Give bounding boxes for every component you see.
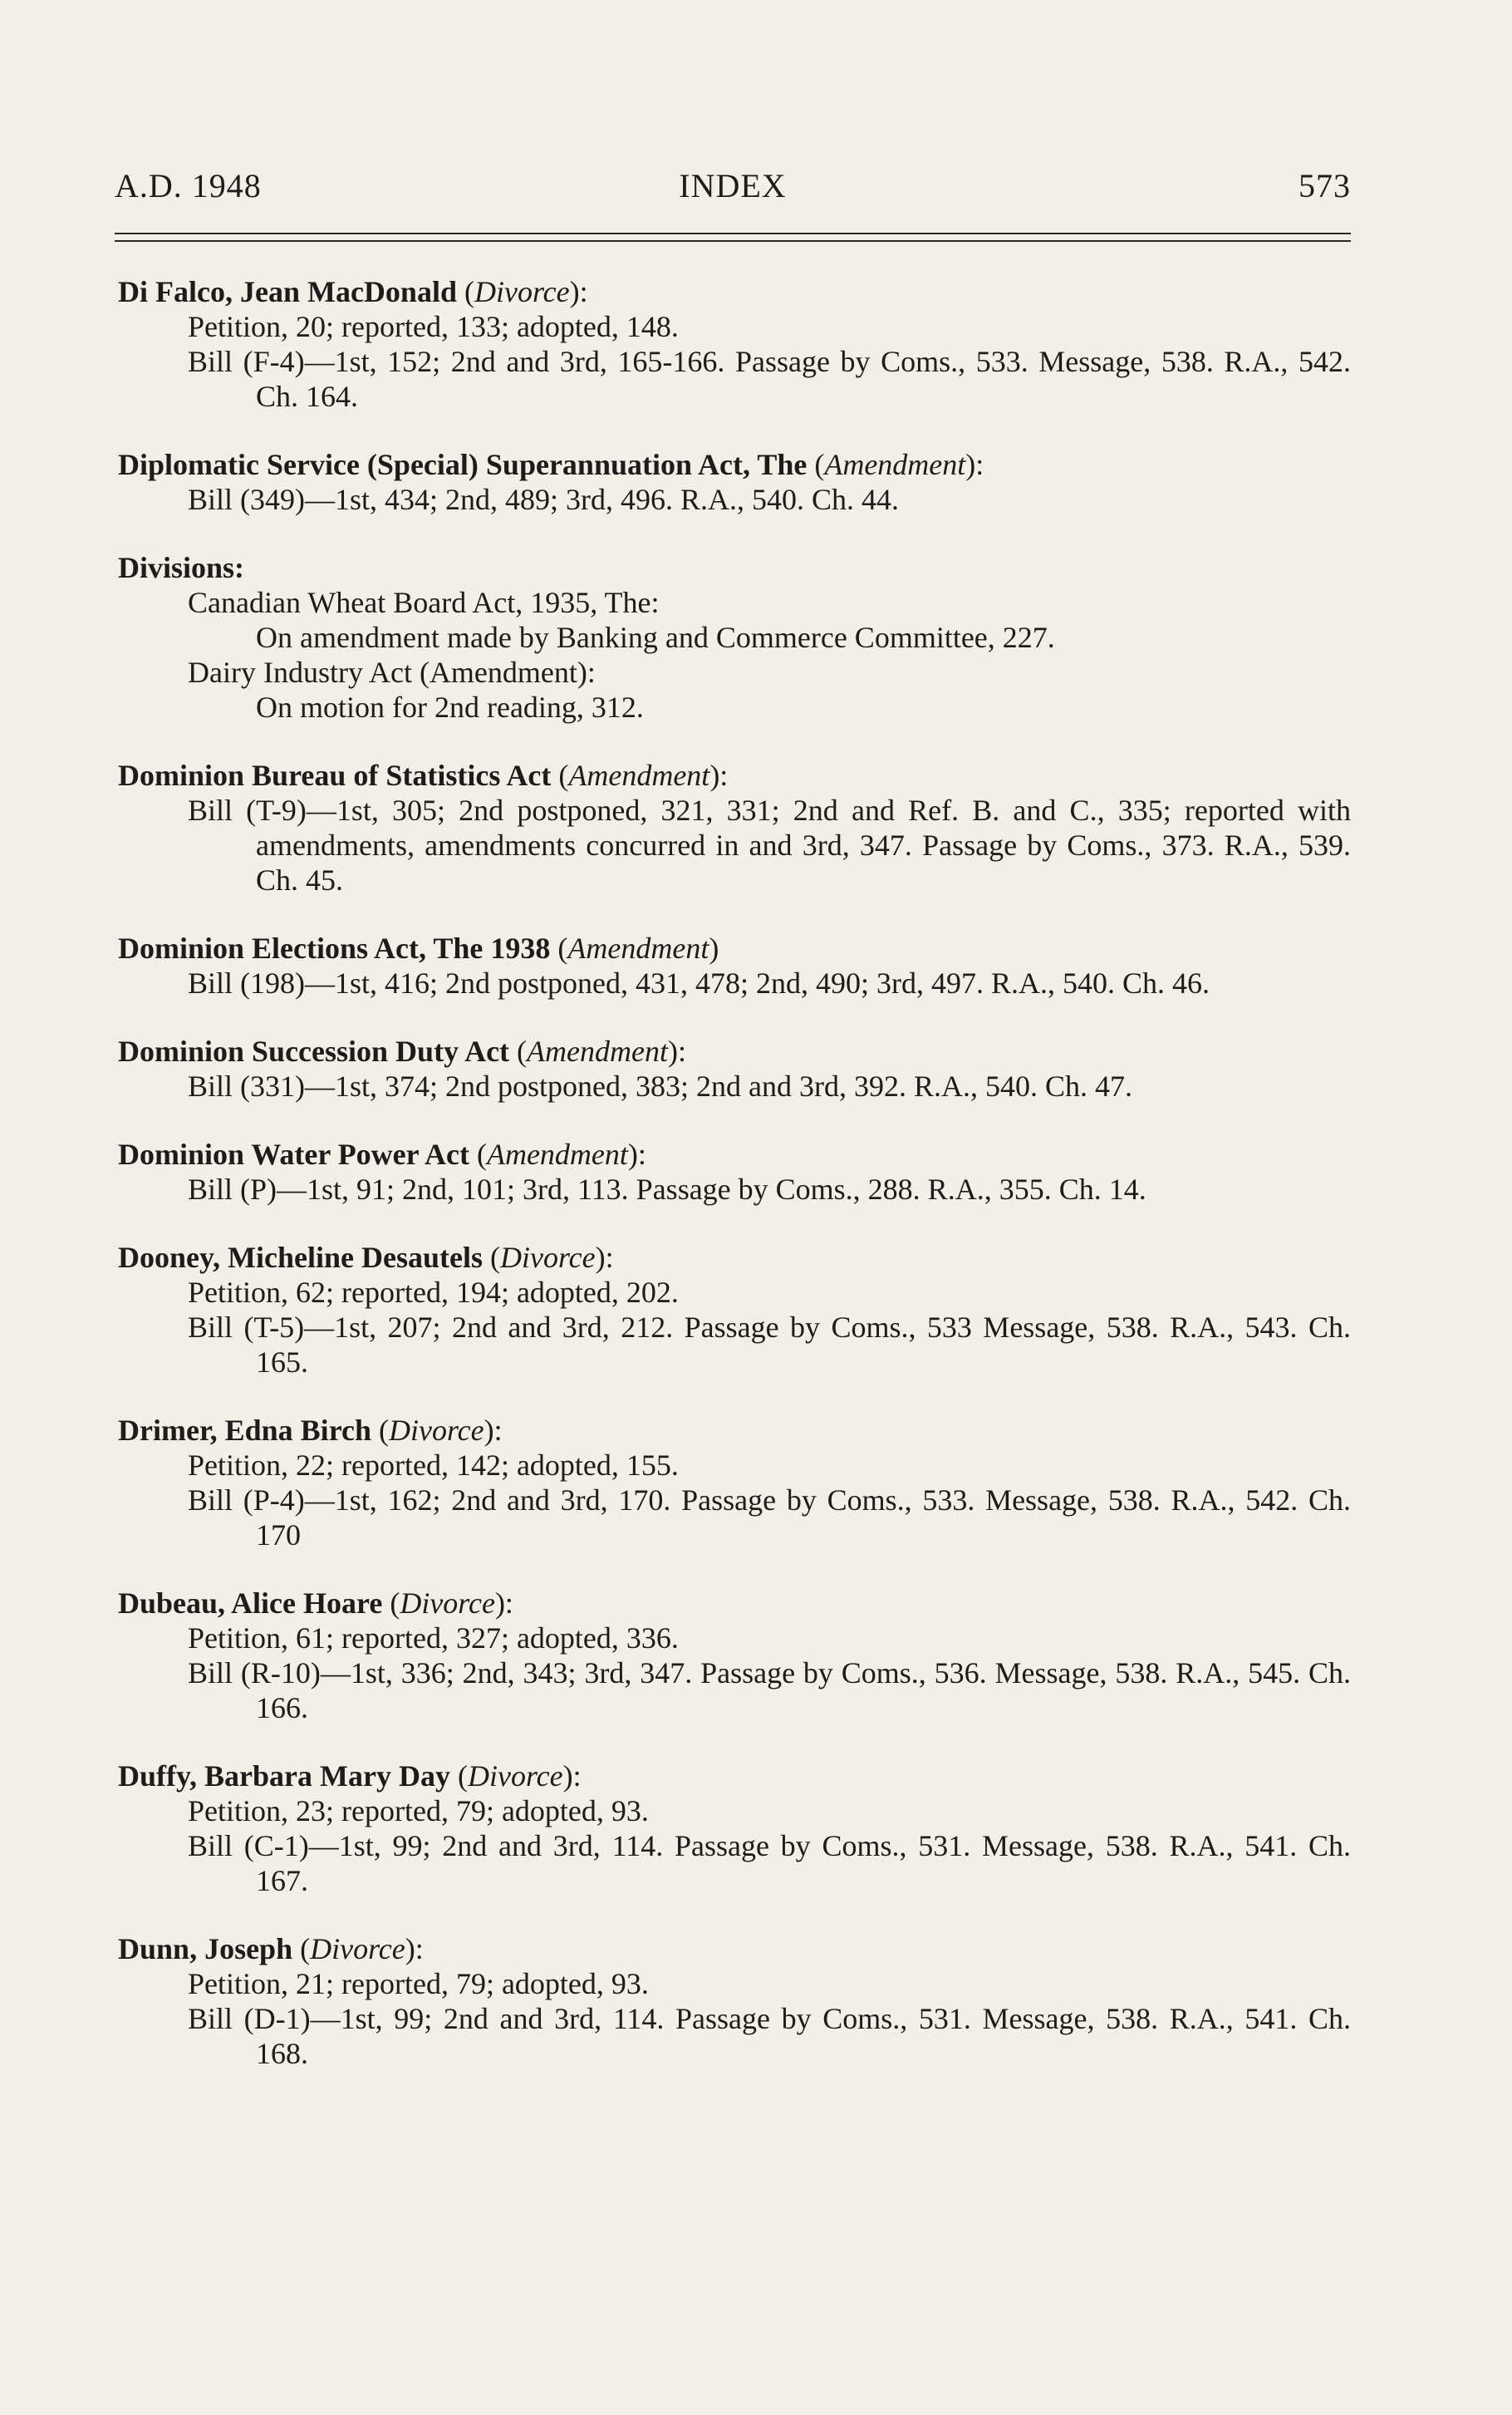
entry-qualifier: Divorce	[474, 275, 570, 308]
entry-name: Duffy, Barbara Mary Day	[118, 1759, 450, 1793]
entry-name: Divisions:	[118, 551, 245, 584]
entry-heading	[118, 550, 1351, 585]
index-entry	[118, 1137, 1351, 1207]
entry-name: Dominion Water Power Act	[118, 1138, 469, 1171]
index-entry	[118, 447, 1351, 517]
qualifier-close: ):	[627, 1138, 646, 1171]
qualifier-close: ):	[709, 759, 729, 792]
entry-name: Dubeau, Alice Hoare	[118, 1586, 383, 1620]
qualifier-close: )	[709, 932, 719, 965]
index-entry	[118, 550, 1351, 725]
index-content	[118, 274, 1351, 2104]
entry-line: Bill (349)—1st, 434; 2nd, 489; 3rd, 496. R.A., 540. Ch. 44.	[188, 483, 900, 516]
entry-heading	[118, 447, 1351, 482]
page-number: 573	[1298, 167, 1351, 204]
entry-name: Di Falco, Jean MacDonald	[118, 275, 457, 308]
index-entry	[118, 1413, 1351, 1552]
entry-heading	[118, 931, 1351, 966]
index-entry	[118, 931, 1351, 1001]
sub-title: Canadian Wheat Board Act, 1935, The:	[188, 586, 660, 619]
qualifier-close: ):	[965, 448, 984, 481]
entry-line: Petition, 61; reported, 327; adopted, 336.	[188, 1621, 679, 1655]
qualifier-close: ):	[569, 275, 588, 308]
entry-line: Bill (T-9)—1st, 305; 2nd postponed, 321, 331; 2nd and Ref. B. and C., 335; reported with amendments, amendments concurred in and 3rd, 347. Passage by Coms., 373. R.A., 539. Ch. 45.	[188, 794, 1351, 897]
qualifier-open: (	[807, 448, 825, 481]
entry-qualifier: Amendment	[527, 1035, 668, 1068]
index-entry	[118, 758, 1351, 898]
qualifier-open: (	[371, 1414, 390, 1447]
entry-qualifier: Divorce	[467, 1759, 563, 1793]
entry-line: Bill (198)—1st, 416; 2nd postponed, 431, 478; 2nd, 490; 3rd, 497. R.A., 540. Ch. 46.	[188, 966, 1210, 1000]
entry-line: Bill (P-4)—1st, 162; 2nd and 3rd, 170. Passage by Coms., 533. Message, 538. R.A., 542. Ch. 170	[188, 1483, 1351, 1552]
qualifier-close: ):	[494, 1586, 513, 1620]
header-rule-top	[115, 233, 1351, 234]
header-year: A.D. 1948	[115, 167, 262, 204]
entry-line: Petition, 20; reported, 133; adopted, 148.	[188, 310, 679, 343]
entry-qualifier: Amendment	[568, 759, 710, 792]
entry-heading	[118, 758, 1351, 793]
qualifier-close: ):	[405, 1932, 424, 1965]
entry-qualifier: Amendment	[567, 932, 709, 965]
index-entry	[118, 1034, 1351, 1104]
entry-line: Bill (F-4)—1st, 152; 2nd and 3rd, 165-166. Passage by Coms., 533. Message, 538. R.A., 542. Ch. 164.	[188, 345, 1351, 413]
entry-qualifier: Divorce	[389, 1414, 484, 1447]
entry-qualifier: Divorce	[310, 1932, 405, 1965]
index-entry	[118, 1758, 1351, 1898]
entry-line: Bill (C-1)—1st, 99; 2nd and 3rd, 114. Passage by Coms., 531. Message, 538. R.A., 541. Ch. 167.	[188, 1829, 1351, 1897]
entry-name: Dominion Elections Act, The 1938	[118, 932, 551, 965]
index-entry	[118, 1586, 1351, 1725]
entry-line: Petition, 22; reported, 142; adopted, 155.	[188, 1449, 679, 1482]
qualifier-close: ):	[668, 1035, 686, 1068]
index-entry	[118, 274, 1351, 414]
entry-line: Bill (P)—1st, 91; 2nd, 101; 3rd, 113. Passage by Coms., 288. R.A., 355. Ch. 14.	[188, 1173, 1146, 1206]
qualifier-close: ):	[562, 1759, 582, 1793]
entry-heading	[118, 1034, 1351, 1069]
index-entry	[118, 1931, 1351, 2071]
entry-line: Bill (331)—1st, 374; 2nd postponed, 383; 2nd and 3rd, 392. R.A., 540. Ch. 47.	[188, 1070, 1132, 1103]
page-header	[115, 166, 1351, 216]
entry-line: Petition, 62; reported, 194; adopted, 202.	[188, 1276, 679, 1309]
qualifier-open: (	[456, 275, 474, 308]
sub-title: Dairy Industry Act (Amendment):	[188, 656, 596, 689]
entry-qualifier: Amendment	[486, 1138, 628, 1171]
entry-line: Bill (T-5)—1st, 207; 2nd and 3rd, 212. Passage by Coms., 533 Message, 538. R.A., 543. Ch. 165.	[188, 1311, 1351, 1379]
sub-detail: On amendment made by Banking and Commerce Committee, 227.	[256, 621, 1055, 654]
entry-heading	[118, 274, 1351, 309]
sub-detail: On motion for 2nd reading, 312.	[256, 691, 644, 724]
entry-line: Petition, 21; reported, 79; adopted, 93.	[188, 1967, 649, 2000]
entry-name: Dominion Succession Duty Act	[118, 1035, 510, 1068]
entry-qualifier: Divorce	[400, 1586, 495, 1620]
entry-name: Dunn, Joseph	[118, 1932, 293, 1965]
qualifier-close: ):	[484, 1414, 503, 1447]
entry-name: Dooney, Micheline Desautels	[118, 1241, 483, 1274]
header-rule-bottom	[115, 240, 1351, 242]
qualifier-open: (	[550, 932, 568, 965]
qualifier-open: (	[509, 1035, 528, 1068]
qualifier-open: (	[292, 1932, 311, 1965]
entry-heading	[118, 1413, 1351, 1448]
entry-heading	[118, 1931, 1351, 1966]
index-entry	[118, 1240, 1351, 1380]
header-title: INDEX	[679, 167, 787, 204]
entry-qualifier: Amendment	[824, 448, 966, 481]
entry-heading	[118, 1758, 1351, 1793]
entry-heading	[118, 1240, 1351, 1275]
qualifier-close: ):	[595, 1241, 614, 1274]
entry-name: Drimer, Edna Birch	[118, 1414, 372, 1447]
qualifier-open: (	[551, 759, 569, 792]
qualifier-open: (	[382, 1586, 400, 1620]
qualifier-open: (	[482, 1241, 500, 1274]
entry-name: Dominion Bureau of Statistics Act	[118, 759, 552, 792]
entry-heading	[118, 1137, 1351, 1172]
entry-line: Petition, 23; reported, 79; adopted, 93.	[188, 1794, 649, 1827]
qualifier-open: (	[449, 1759, 468, 1793]
entry-heading	[118, 1586, 1351, 1621]
entry-line: Bill (D-1)—1st, 99; 2nd and 3rd, 114. Passage by Coms., 531. Message, 538. R.A., 541. Ch. 168.	[188, 2002, 1351, 2070]
entry-qualifier: Divorce	[499, 1241, 596, 1274]
qualifier-open: (	[469, 1138, 487, 1171]
entry-name: Diplomatic Service (Special) Superannuation Act, The	[118, 448, 808, 481]
entry-line: Bill (R-10)—1st, 336; 2nd, 343; 3rd, 347. Passage by Coms., 536. Message, 538. R.A., 545. Ch. 166.	[188, 1656, 1351, 1724]
